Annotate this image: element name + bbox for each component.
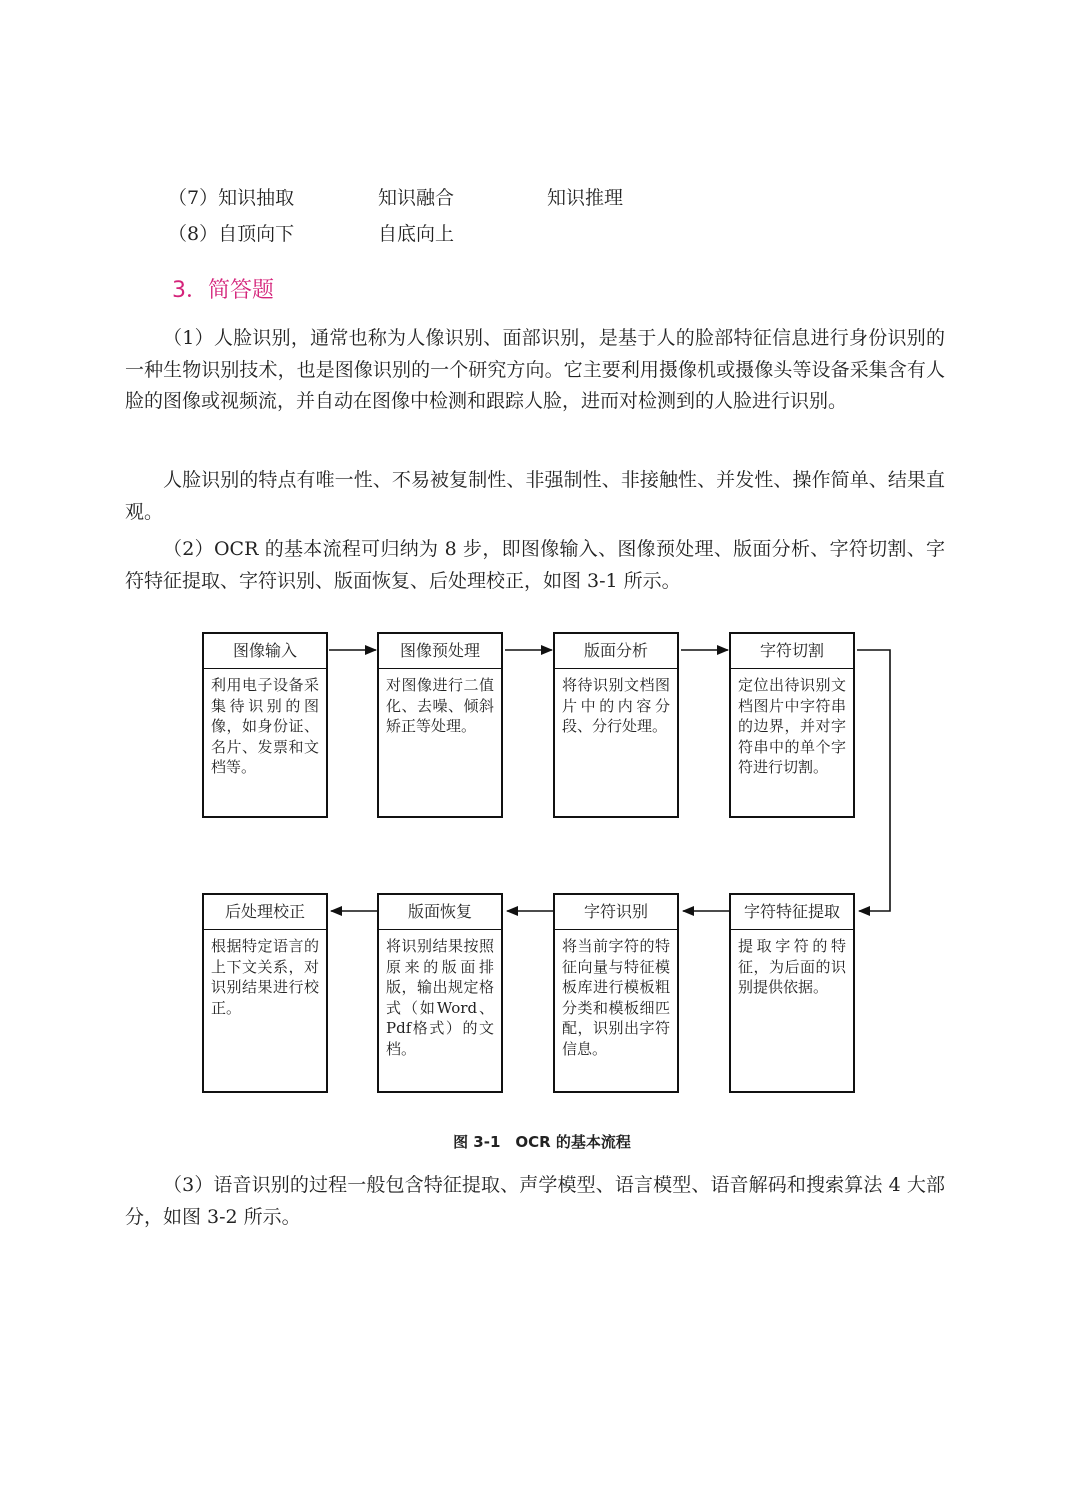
paragraph-face-features: 人脸识别的特点有唯一性、不易被复制性、非强制性、非接触性、并发性、操作简单、结果直观。 bbox=[125, 469, 945, 523]
arrow-4-5 bbox=[857, 650, 890, 911]
answer-7-c: 知识推理 bbox=[547, 187, 624, 209]
flow-step-title: 字符切割 bbox=[731, 634, 853, 669]
figure-caption: 图 3-1 OCR 的基本流程 bbox=[453, 1133, 631, 1151]
paragraph-speech-recognition: （3）语音识别的过程一般包含特征提取、声学模型、语言模型、语音解码和搜索算法 4 大部分，如图 3-2 所示。 bbox=[125, 1174, 945, 1228]
flow-step-desc: 将待识别文档图片中的内容分段、分行处理。 bbox=[562, 676, 670, 735]
flow-step-post-correct bbox=[202, 893, 328, 1093]
flow-step-image-input bbox=[202, 632, 328, 818]
flow-step-desc: 将当前字符的特征向量与特征模板库进行模板粗分类和模板细匹配，识别出字符信息。 bbox=[562, 937, 670, 1058]
paragraph-ocr-steps: （2）OCR 的基本流程可归纳为 8 步，即图像输入、图像预处理、版面分析、字符切割、字符特征提取、字符识别、版面恢复、后处理校正，如图 3-1 所示。 bbox=[125, 538, 945, 592]
flow-step-desc: 定位出待识别文档图片中字符串的边界，并对字符串中的单个字符进行切割。 bbox=[738, 676, 846, 776]
flow-step-layout-analysis bbox=[553, 632, 679, 818]
flow-step-title: 后处理校正 bbox=[204, 895, 326, 930]
paragraph-face-recognition: （1）人脸识别，通常也称为人像识别、面部识别，是基于人的脸部特征信息进行身份识别的一种生物识别技术，也是图像识别的一个研究方向。它主要利用摄像机或摄像头等设备采集含有人脸的图像或视频流，并自动在图像中检测和跟踪人脸，进而对检测到的人脸进行识别。 bbox=[125, 327, 945, 412]
flow-step-desc: 将识别结果按照原来的版面排版，输出规定格式（如Word、Pdf格式）的文档。 bbox=[386, 937, 494, 1058]
flow-step-char-recognition bbox=[553, 893, 679, 1093]
flow-step-title: 图像预处理 bbox=[379, 634, 501, 669]
section-heading: 3．简答题 bbox=[172, 278, 274, 303]
flow-step-title: 图像输入 bbox=[204, 634, 326, 669]
flow-step-preprocess bbox=[377, 632, 503, 818]
flow-step-desc: 提取字符的特征，为后面的识别提供依据。 bbox=[738, 937, 846, 996]
flow-step-layout-restore bbox=[377, 893, 503, 1093]
flow-step-title: 字符特征提取 bbox=[731, 895, 853, 930]
flow-step-title: 版面分析 bbox=[555, 634, 677, 669]
flow-step-feature-extract bbox=[729, 893, 855, 1093]
flow-step-desc: 对图像进行二值化、去噪、倾斜矫正等处理。 bbox=[386, 676, 494, 735]
flow-step-desc: 利用电子设备采集待识别的图像，如身份证、名片、发票和文档等。 bbox=[211, 676, 319, 776]
flow-step-title: 字符识别 bbox=[555, 895, 677, 930]
answer-7-a: （7）知识抽取 bbox=[168, 187, 295, 209]
answer-8-b: 自底向上 bbox=[378, 223, 455, 245]
flow-step-desc: 根据特定语言的上下文关系，对识别结果进行校正。 bbox=[211, 937, 319, 1017]
answer-7-b: 知识融合 bbox=[378, 187, 455, 209]
flow-step-char-segment bbox=[729, 632, 855, 818]
answer-8-a: （8）自顶向下 bbox=[168, 223, 295, 245]
flow-step-title: 版面恢复 bbox=[379, 895, 501, 930]
